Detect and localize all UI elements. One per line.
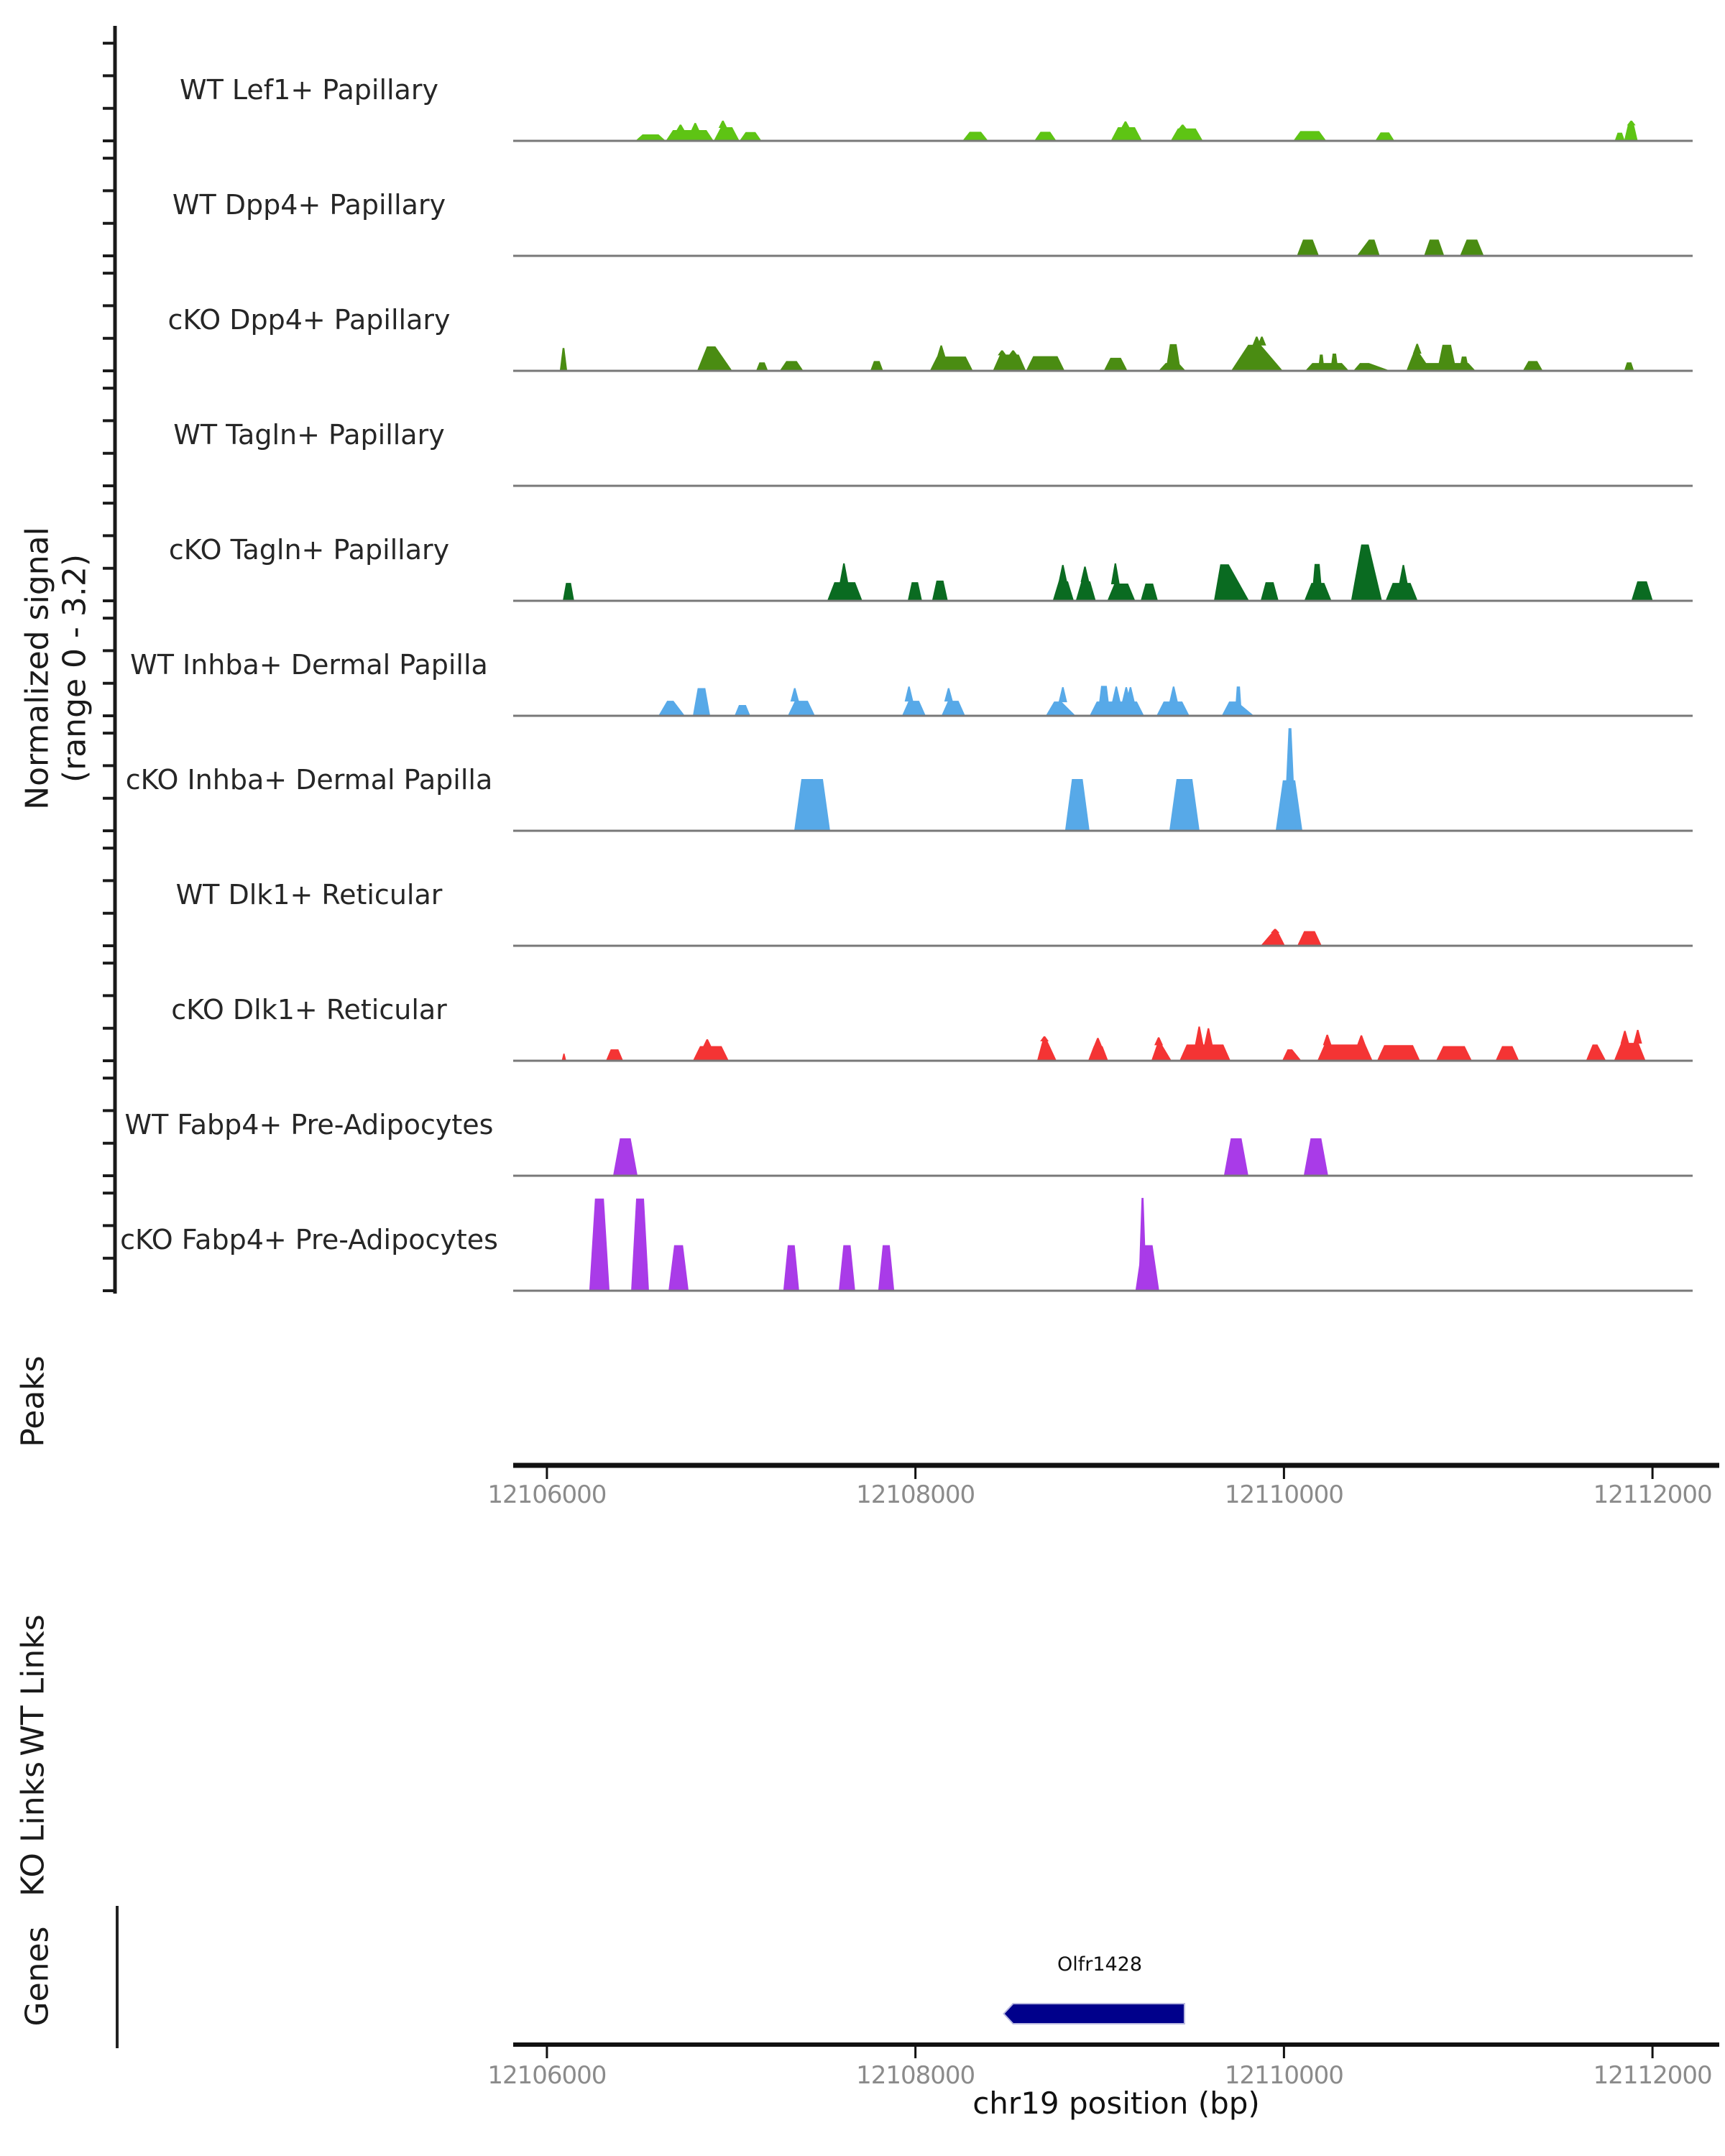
signal-peak [1224, 1138, 1248, 1176]
signal-peak [560, 348, 567, 371]
signal-peak [1305, 363, 1349, 371]
track-label-wt-fabp4: WT Fabp4+ Pre-Adipocytes [124, 1109, 494, 1141]
signal-spike [1121, 121, 1130, 128]
signal-peak [1386, 583, 1418, 601]
signal-peak [1351, 545, 1382, 601]
signal-peak [1330, 354, 1338, 371]
signal-peak [1090, 701, 1144, 716]
signal-peak [1357, 239, 1380, 256]
peaks-axis-tick-label: 12106000 [487, 1480, 607, 1509]
signal-peak [1460, 239, 1484, 256]
signal-spike [1040, 1036, 1049, 1041]
signal-spike [1093, 1038, 1102, 1046]
signal-peak [1317, 1044, 1373, 1061]
section-label-ko-links: KO Links [14, 1761, 52, 1897]
signal-peak [1297, 239, 1319, 256]
signal-peak [1053, 581, 1074, 601]
signal-spike [1169, 686, 1178, 702]
track-label-cko-dlk1: cKO Dlk1+ Reticular [171, 994, 447, 1026]
signal-peak [1293, 131, 1326, 141]
y-axis-label-line2: (range 0 - 3.2) [56, 553, 93, 783]
signal-peak [693, 688, 710, 716]
x-axis-tick-label: 12110000 [1224, 2061, 1343, 2090]
signal-spike [1271, 929, 1279, 933]
signal-peak [631, 1199, 649, 1291]
signal-spike [719, 121, 727, 128]
signal-peak [962, 132, 988, 141]
signal-peak [1297, 931, 1322, 946]
signal-spike [1634, 1030, 1642, 1044]
signal-peak [1261, 582, 1279, 601]
y-axis-label-line1: Normalized signal [19, 527, 56, 810]
signal-peak [870, 361, 883, 371]
signal-peak [1141, 584, 1158, 601]
signal-peak [1076, 581, 1096, 601]
signal-peak [1353, 363, 1391, 371]
signal-peak [839, 1245, 855, 1291]
signal-peak [788, 701, 815, 716]
signal-peak [1088, 1046, 1108, 1061]
signal-peak [1171, 129, 1203, 141]
track-label-cko-dpp4: cKO Dpp4+ Papillary [167, 304, 451, 336]
signal-spike [1204, 1028, 1213, 1046]
signal-peak [1026, 356, 1064, 371]
signal-peak [1523, 361, 1543, 371]
signal-peak [735, 705, 750, 716]
signal-spike [937, 346, 946, 357]
signal-peak [1166, 344, 1181, 371]
track-label-wt-inhba: WT Inhba+ Dermal Papilla [130, 649, 488, 681]
signal-peak [668, 1245, 689, 1291]
signal-peak [1615, 133, 1625, 141]
peaks-axis-tick-label: 12112000 [1593, 1480, 1712, 1509]
track-label-wt-dpp4: WT Dpp4+ Papillary [172, 189, 446, 221]
section-label-wt-links: WT Links [14, 1614, 52, 1756]
x-axis-tick-label: 12108000 [856, 2061, 975, 2090]
signal-peak [1632, 581, 1653, 601]
signal-peak [878, 1245, 894, 1291]
signal-spike [691, 123, 699, 131]
signal-peak [1156, 701, 1190, 716]
signal-spike [1195, 1026, 1203, 1045]
signal-peak [1179, 1044, 1230, 1061]
signal-peak [1104, 358, 1128, 371]
signal-peak [606, 1049, 623, 1061]
signal-spike [998, 350, 1006, 355]
x-axis-tick-label: 12106000 [487, 2061, 607, 2090]
section-label-genes: Genes [19, 1926, 56, 2027]
signal-peak [1407, 353, 1432, 371]
signal-peak [1437, 345, 1456, 371]
signal-peak [1098, 686, 1110, 716]
signal-peak [1377, 1045, 1420, 1061]
signal-peak [1318, 354, 1325, 371]
signal-peak [1284, 728, 1296, 831]
signal-peak [1424, 239, 1444, 256]
signal-peak [1151, 1044, 1172, 1061]
signal-peak [1108, 584, 1136, 601]
x-axis-tick-label: 12112000 [1593, 2061, 1712, 2090]
signal-peak [1496, 1046, 1519, 1061]
signal-peak [794, 779, 830, 831]
signal-peak [613, 1138, 638, 1176]
signal-peak [1624, 124, 1638, 141]
track-label-wt-dlk1: WT Dlk1+ Reticular [175, 879, 443, 911]
signal-peak [1375, 132, 1394, 141]
signal-spike [1399, 565, 1408, 584]
signal-peak [1282, 1049, 1302, 1061]
signal-peak [1624, 362, 1634, 371]
signal-peak [1261, 932, 1285, 946]
signal-peak [993, 354, 1026, 371]
track-label-cko-tagln: cKO Tagln+ Papillary [168, 534, 450, 566]
signal-peak [1312, 564, 1323, 601]
signal-peak [1046, 701, 1076, 716]
signal-spike [1059, 687, 1067, 702]
signal-spike [1059, 565, 1067, 582]
signal-peak [908, 582, 922, 601]
signal-spike [1154, 1037, 1163, 1045]
signal-peak [932, 581, 948, 601]
signal-peak [1065, 779, 1090, 831]
track-label-wt-lef1: WT Lef1+ Papillary [180, 74, 438, 106]
signal-spike [676, 124, 685, 131]
signal-spike [703, 1039, 712, 1047]
signal-spike [1621, 1031, 1629, 1044]
signal-peak [666, 130, 714, 141]
signal-peak [1231, 345, 1283, 371]
signal-peak [740, 132, 762, 141]
signal-peak [1214, 564, 1249, 601]
signal-peak [783, 1245, 799, 1291]
signal-spike [1111, 563, 1120, 584]
signal-peak [1138, 1198, 1147, 1291]
signal-peak [780, 361, 804, 371]
signal-spike [905, 686, 914, 701]
signal-spike [1112, 686, 1121, 702]
gene-body-olfr1428 [1004, 2004, 1184, 2024]
signal-peak [1436, 1046, 1472, 1061]
gene-name-label: Olfr1428 [1057, 1953, 1143, 1976]
signal-peak [942, 701, 965, 716]
signal-peak [1304, 1138, 1328, 1176]
signal-peak [693, 1046, 729, 1061]
x-axis-title: chr19 position (bp) [972, 2086, 1260, 2121]
peaks-axis-tick-label: 12108000 [856, 1480, 975, 1509]
signal-peak [658, 701, 685, 716]
signal-peak [1169, 779, 1200, 831]
signal-peak [714, 127, 740, 141]
signal-spike [1081, 566, 1090, 581]
peaks-axis-tick-label: 12110000 [1224, 1480, 1343, 1509]
track-label-wt-tagln: WT Tagln+ Papillary [173, 419, 445, 451]
signal-peak [1110, 127, 1142, 141]
signal-peak [1459, 356, 1469, 371]
signal-spike [791, 688, 799, 701]
signal-peak [1586, 1044, 1606, 1061]
signal-spike [1357, 1036, 1366, 1046]
signal-peak [827, 582, 862, 601]
signal-spike [840, 563, 848, 583]
signal-peak [930, 356, 973, 371]
signal-spike [1323, 1035, 1332, 1046]
signal-spike [1178, 124, 1187, 129]
signal-peak [589, 1199, 610, 1291]
signal-spike [1009, 350, 1018, 355]
signal-peak [1034, 132, 1057, 141]
signal-spike [1627, 121, 1636, 125]
signal-peak [1614, 1043, 1646, 1061]
track-label-cko-inhba: cKO Inhba+ Dermal Papilla [125, 764, 493, 796]
signal-peak [756, 362, 768, 371]
signal-peak [563, 583, 574, 601]
signal-peak [697, 346, 732, 371]
signal-spike [1413, 344, 1422, 354]
track-label-cko-fabp4: cKO Fabp4+ Pre-Adipocytes [120, 1224, 498, 1256]
signal-peak [1235, 686, 1242, 716]
signal-peak [902, 701, 926, 716]
section-label-peaks: Peaks [14, 1355, 52, 1447]
signal-peak [1037, 1041, 1057, 1061]
signal-spike [944, 688, 953, 701]
